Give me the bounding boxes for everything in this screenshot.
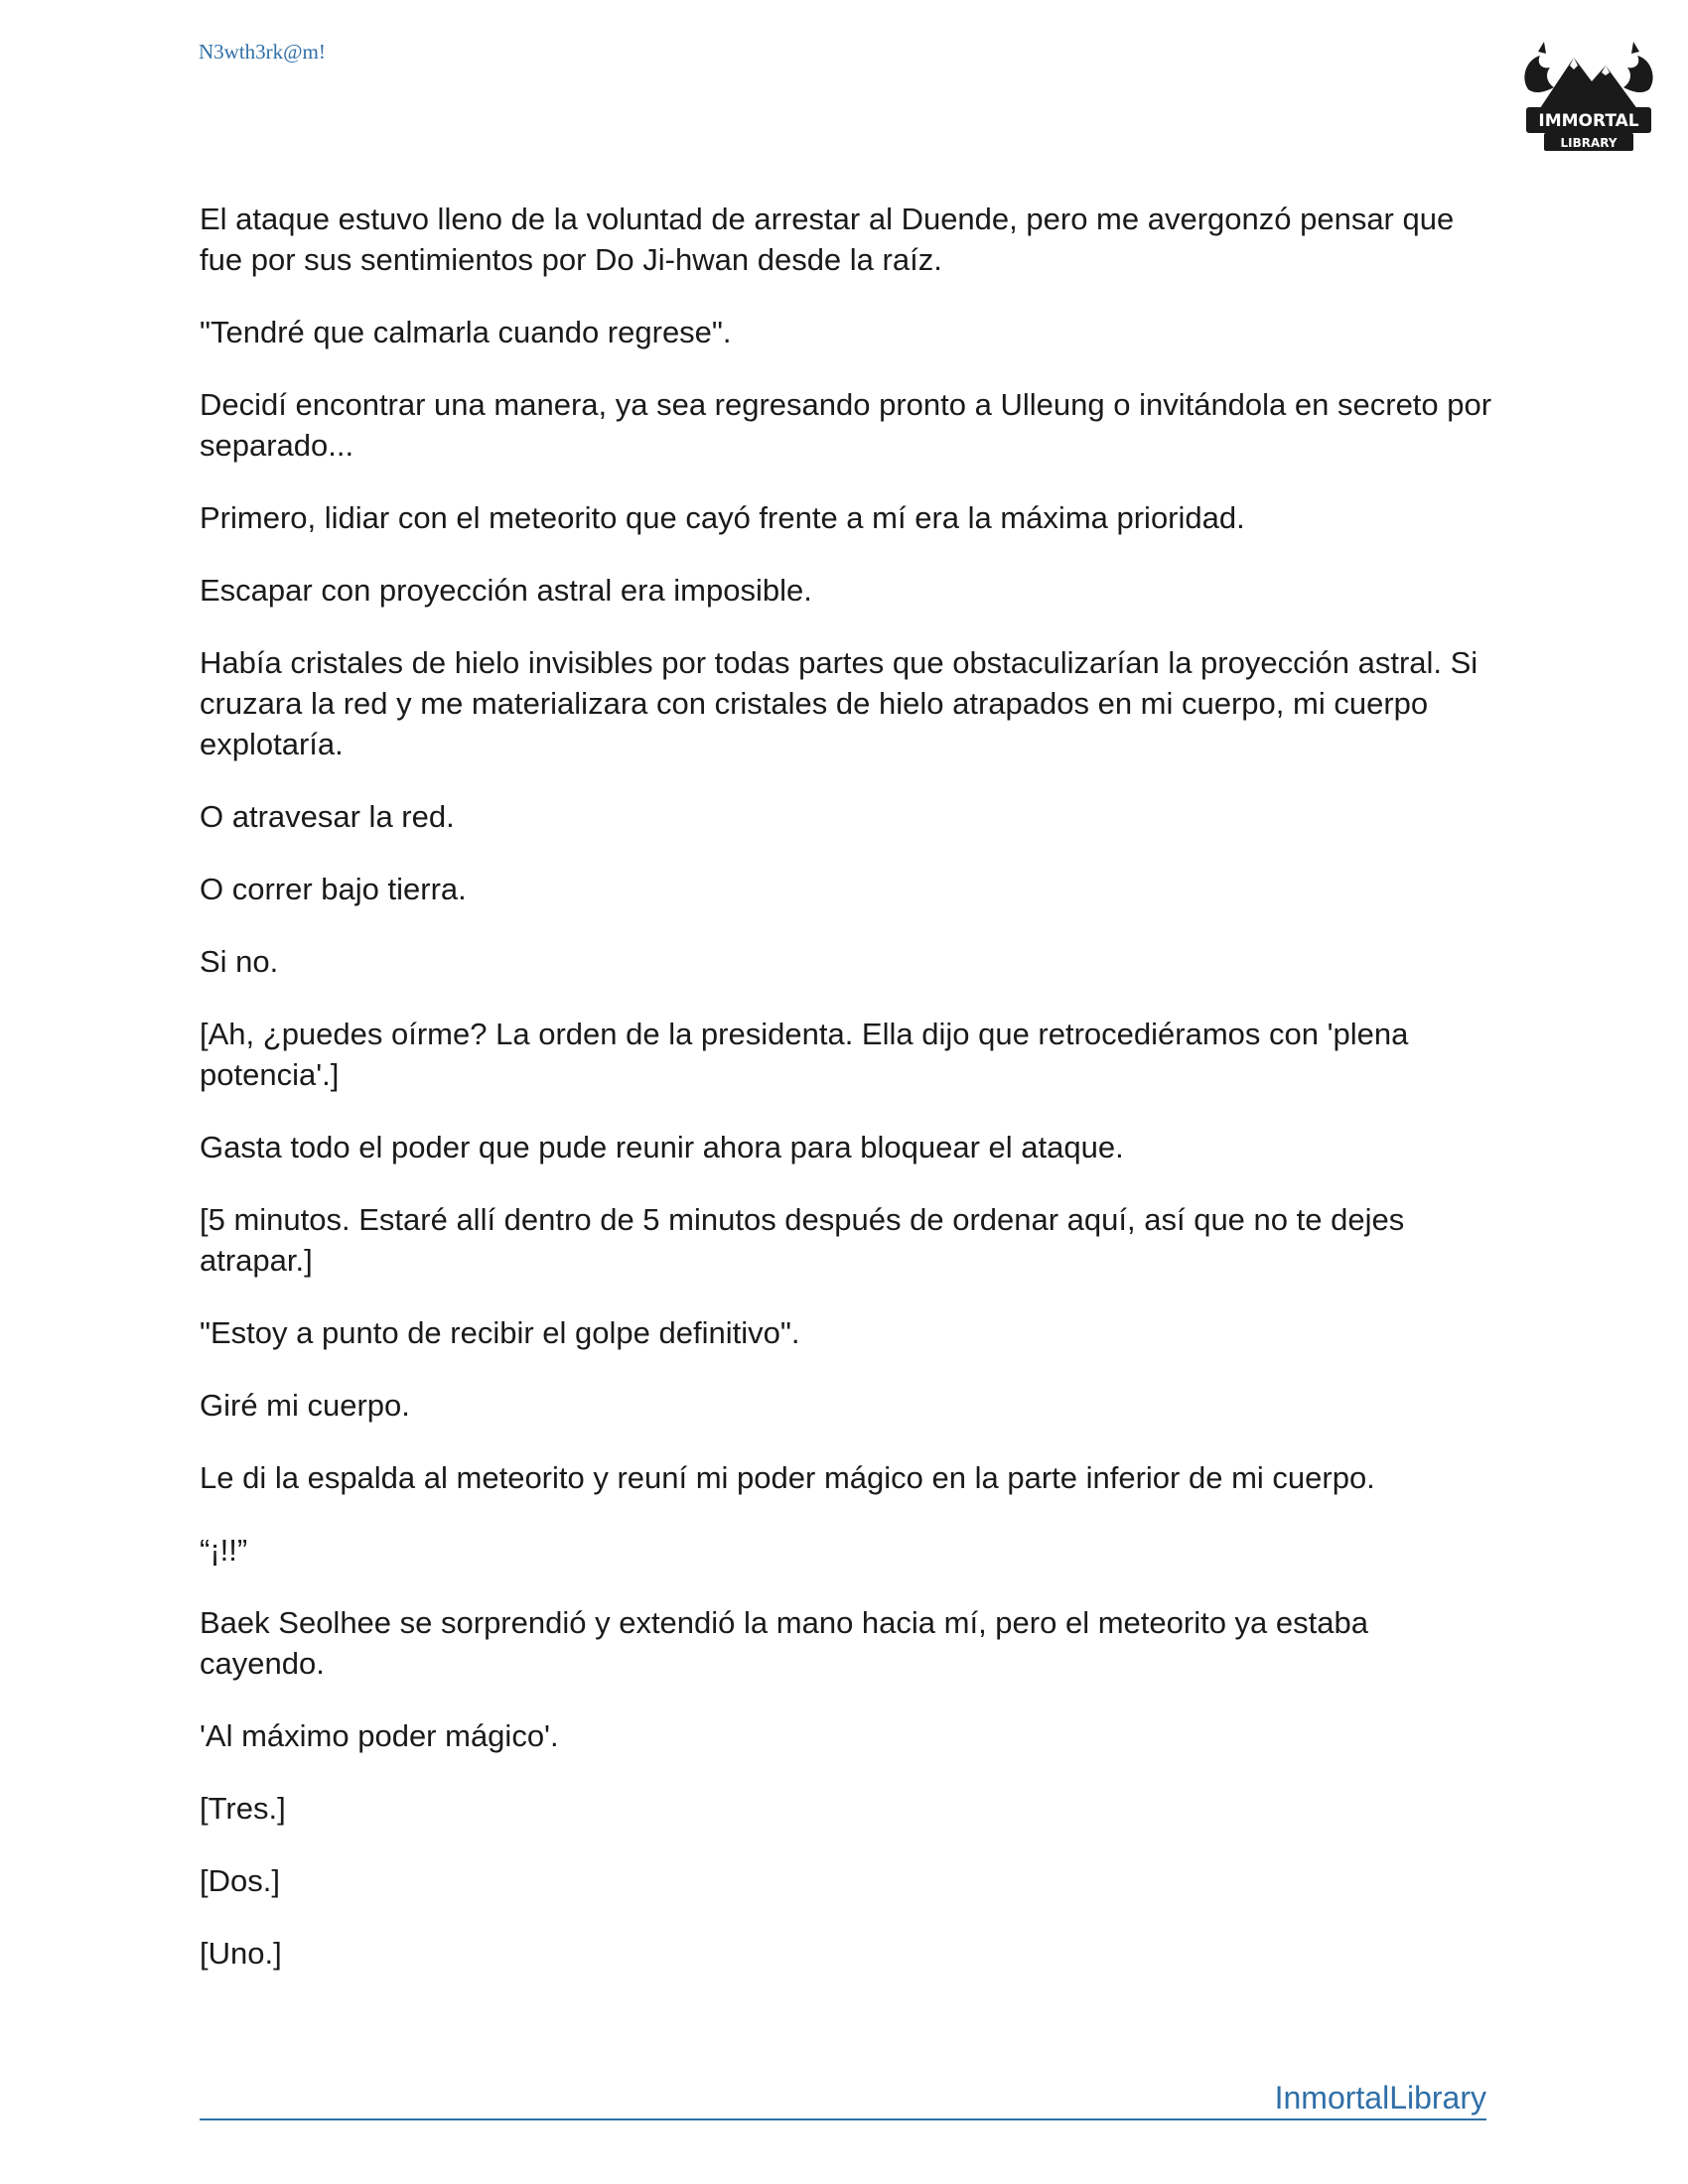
paragraph: "Tendré que calmarla cuando regrese". bbox=[200, 315, 732, 349]
paragraph: [Dos.] bbox=[200, 1863, 280, 1898]
paragraph: Había cristales de hielo invisibles por todas partes que obstaculizarían la proyección astral. Si cruzara la red y me materializara con cristales de hielo atrapados en mi cuerpo, mi cuerpo explotaría. bbox=[200, 645, 1478, 761]
paragraph: Gasta todo el poder que pude reunir ahora para bloquear el ataque. bbox=[200, 1130, 1124, 1164]
paragraph: [Ah, ¿puedes oírme? La orden de la presidenta. Ella dijo que retrocediéramos con 'plena potencia'.] bbox=[200, 1017, 1409, 1092]
paragraph: [Tres.] bbox=[200, 1791, 286, 1826]
immortal-library-logo-icon bbox=[1514, 30, 1663, 169]
logo-line2-text: LIBRARY bbox=[1560, 136, 1618, 150]
paragraph: Escapar con proyección astral era imposible. bbox=[200, 573, 812, 608]
paragraph: O atravesar la red. bbox=[200, 799, 455, 834]
paragraph: Primero, lidiar con el meteorito que cayó frente a mí era la máxima prioridad. bbox=[200, 500, 1245, 535]
chapter-body bbox=[200, 199, 1500, 2005]
logo-line1-text: IMMORTAL bbox=[1538, 111, 1639, 131]
paragraph: Decidí encontrar una manera, ya sea regresando pronto a Ulleung o invitándola en secreto por separado... bbox=[200, 387, 1492, 463]
paragraph: El ataque estuvo lleno de la voluntad de arrestar al Duende, pero me avergonzó pensar que fue por sus sentimientos por Do Ji-hwan desde la raíz. bbox=[200, 202, 1455, 277]
paragraph: 'Al máximo poder mágico'. bbox=[200, 1718, 559, 1753]
footer-library-link[interactable]: InmortalLibrary bbox=[1274, 2080, 1486, 2116]
paragraph: Baek Seolhee se sorprendió y extendió la mano hacia mí, pero el meteorito ya estaba cayendo. bbox=[200, 1605, 1368, 1681]
paragraph: "Estoy a punto de recibir el golpe definitivo". bbox=[200, 1315, 800, 1350]
paragraph: “¡!!” bbox=[200, 1533, 248, 1568]
paragraph: O correr bajo tierra. bbox=[200, 872, 467, 906]
paragraph: Giré mi cuerpo. bbox=[200, 1388, 410, 1423]
paragraph: Le di la espalda al meteorito y reuní mi poder mágico en la parte inferior de mi cuerpo. bbox=[200, 1460, 1375, 1495]
paragraph: [5 minutos. Estaré allí dentro de 5 minutos después de ordenar aquí, así que no te dejes atrapar.] bbox=[200, 1202, 1405, 1278]
footer-rule bbox=[200, 2075, 1486, 2120]
watermark-text: N3wth3rk@m! bbox=[199, 40, 326, 64]
paragraph: [Uno.] bbox=[200, 1936, 282, 1971]
paragraph: Si no. bbox=[200, 944, 279, 979]
